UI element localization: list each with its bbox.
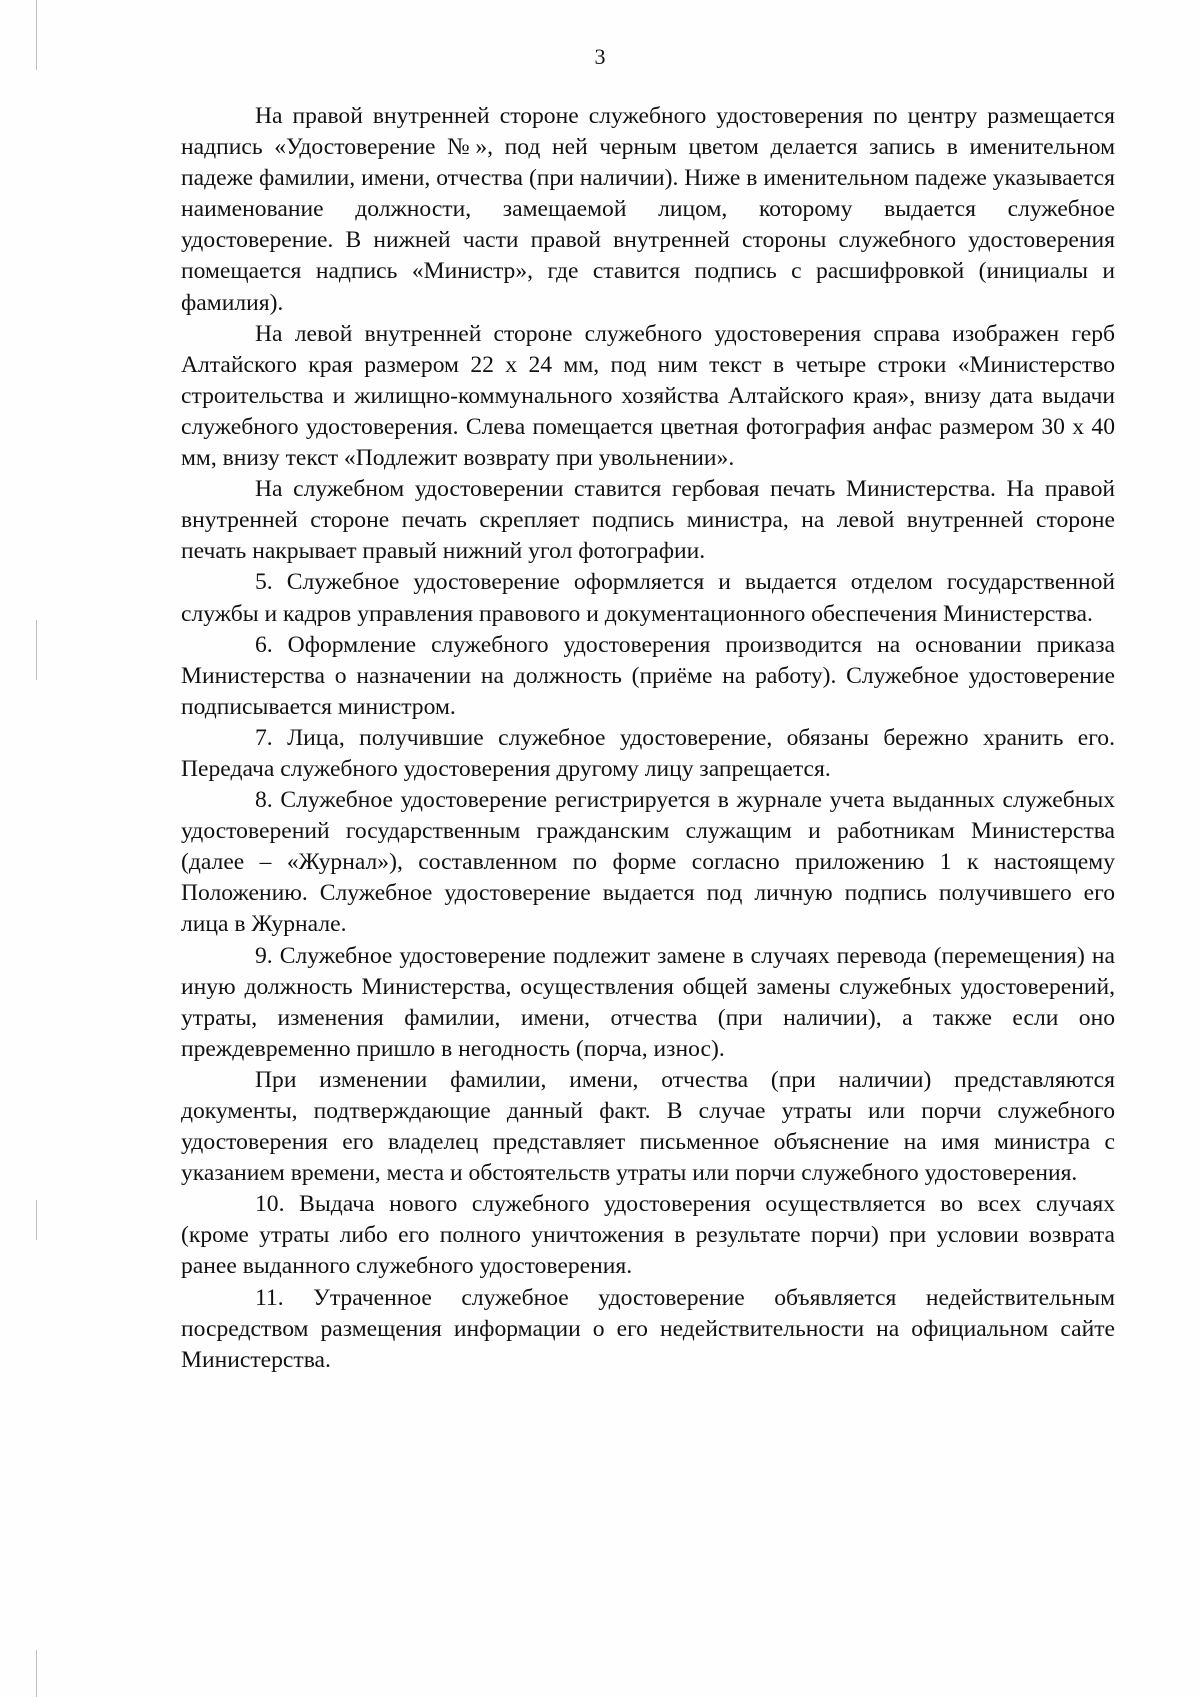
paragraph: На служебном удостоверении ставится гербовая печать Министерства. На правой внутренней стороне печать скрепляет подпись министра, на левой внутренней стороне печать накрывает правый нижний угол фотографии. [181,476,1115,565]
page-number: 3 [594,44,606,69]
scan-edge-mark [36,1650,37,1697]
document-body [181,101,1115,1376]
paragraph: 8. Служебное удостоверение регистрируется в журнале учета выданных служебных удостоверений государственным гражданским служащим и работникам Министерства (далее – «Журнал»), составленном по форме согласно приложению 1 к настоящему Положению. Служебное удостоверение выдается под личную подпись получившего его лица в Журнале. [181,787,1115,938]
paragraph: 6. Оформление служебного удостоверения производится на основании приказа Министерства о назначении на должность (приёме на работу). Служебное удостоверение подписывается министром. [181,631,1115,720]
paragraph: 11. Утраченное служебное удостоверение объявляется недействительным посредством размещения информации о его недействительности на официальном сайте Министерства. [181,1284,1115,1373]
paragraph: На правой внутренней стороне служебного удостоверения по центру размещается надпись «Удостоверение №», под ней черным цветом делается запись в именительном падеже фамилии, имени, отчества (при наличии). Ниже в именительном падеже указывается наименование должности, замещаемой лицом, которому выдается служебное удостоверение. В нижней части правой внутренней стороны служебного удостоверения помещается надпись «Министр», где ставится подпись с расшифровкой (инициалы и фамилия). [181,103,1115,316]
paragraph: На левой внутренней стороне служебного удостоверения справа изображен герб Алтайского края размером 22 х 24 мм, под ним текст в четыре строки «Министерство строительства и жилищно-коммунального хозяйства Алтайского края», внизу дата выдачи служебного удостоверения. Слева помещается цветная фотография анфас размером 30 х 40 мм, внизу текст «Подлежит возврату при увольнении». [181,320,1115,472]
scan-edge-mark [36,620,37,680]
paragraph: При изменении фамилии, имени, отчества (при наличии) представляются документы, подтверждающие данный факт. В случае утраты или порчи служебного удостоверения его владелец представляет письменное объяснение на имя министра с указанием времени, места и обстоятельств утраты или порчи служебного удостоверения. [181,1066,1115,1187]
paragraph: 10. Выдача нового служебного удостоверения осуществляется во всех случаях (кроме утраты либо его полного уничтожения в результате порчи) при условии возврата ранее выданного служебного удостоверения. [181,1191,1115,1280]
paragraph: 7. Лица, получившие служебное удостоверение, обязаны бережно хранить его. Передача служебного удостоверения другому лицу запрещается. [181,724,1115,782]
paragraph: 5. Служебное удостоверение оформляется и выдается отделом государственной службы и кадров управления правового и документационного обеспечения Министерства. [181,569,1115,627]
scan-edge-mark [36,1200,37,1240]
paragraph: 9. Служебное удостоверение подлежит замене в случаях перевода (перемещения) на иную должность Министерства, осуществления общей замены служебных удостоверений, утраты, изменения фамилии, имени, отчества (при наличии), а также если оно преждевременно пришло в негодность (порча, износ). [181,942,1115,1062]
